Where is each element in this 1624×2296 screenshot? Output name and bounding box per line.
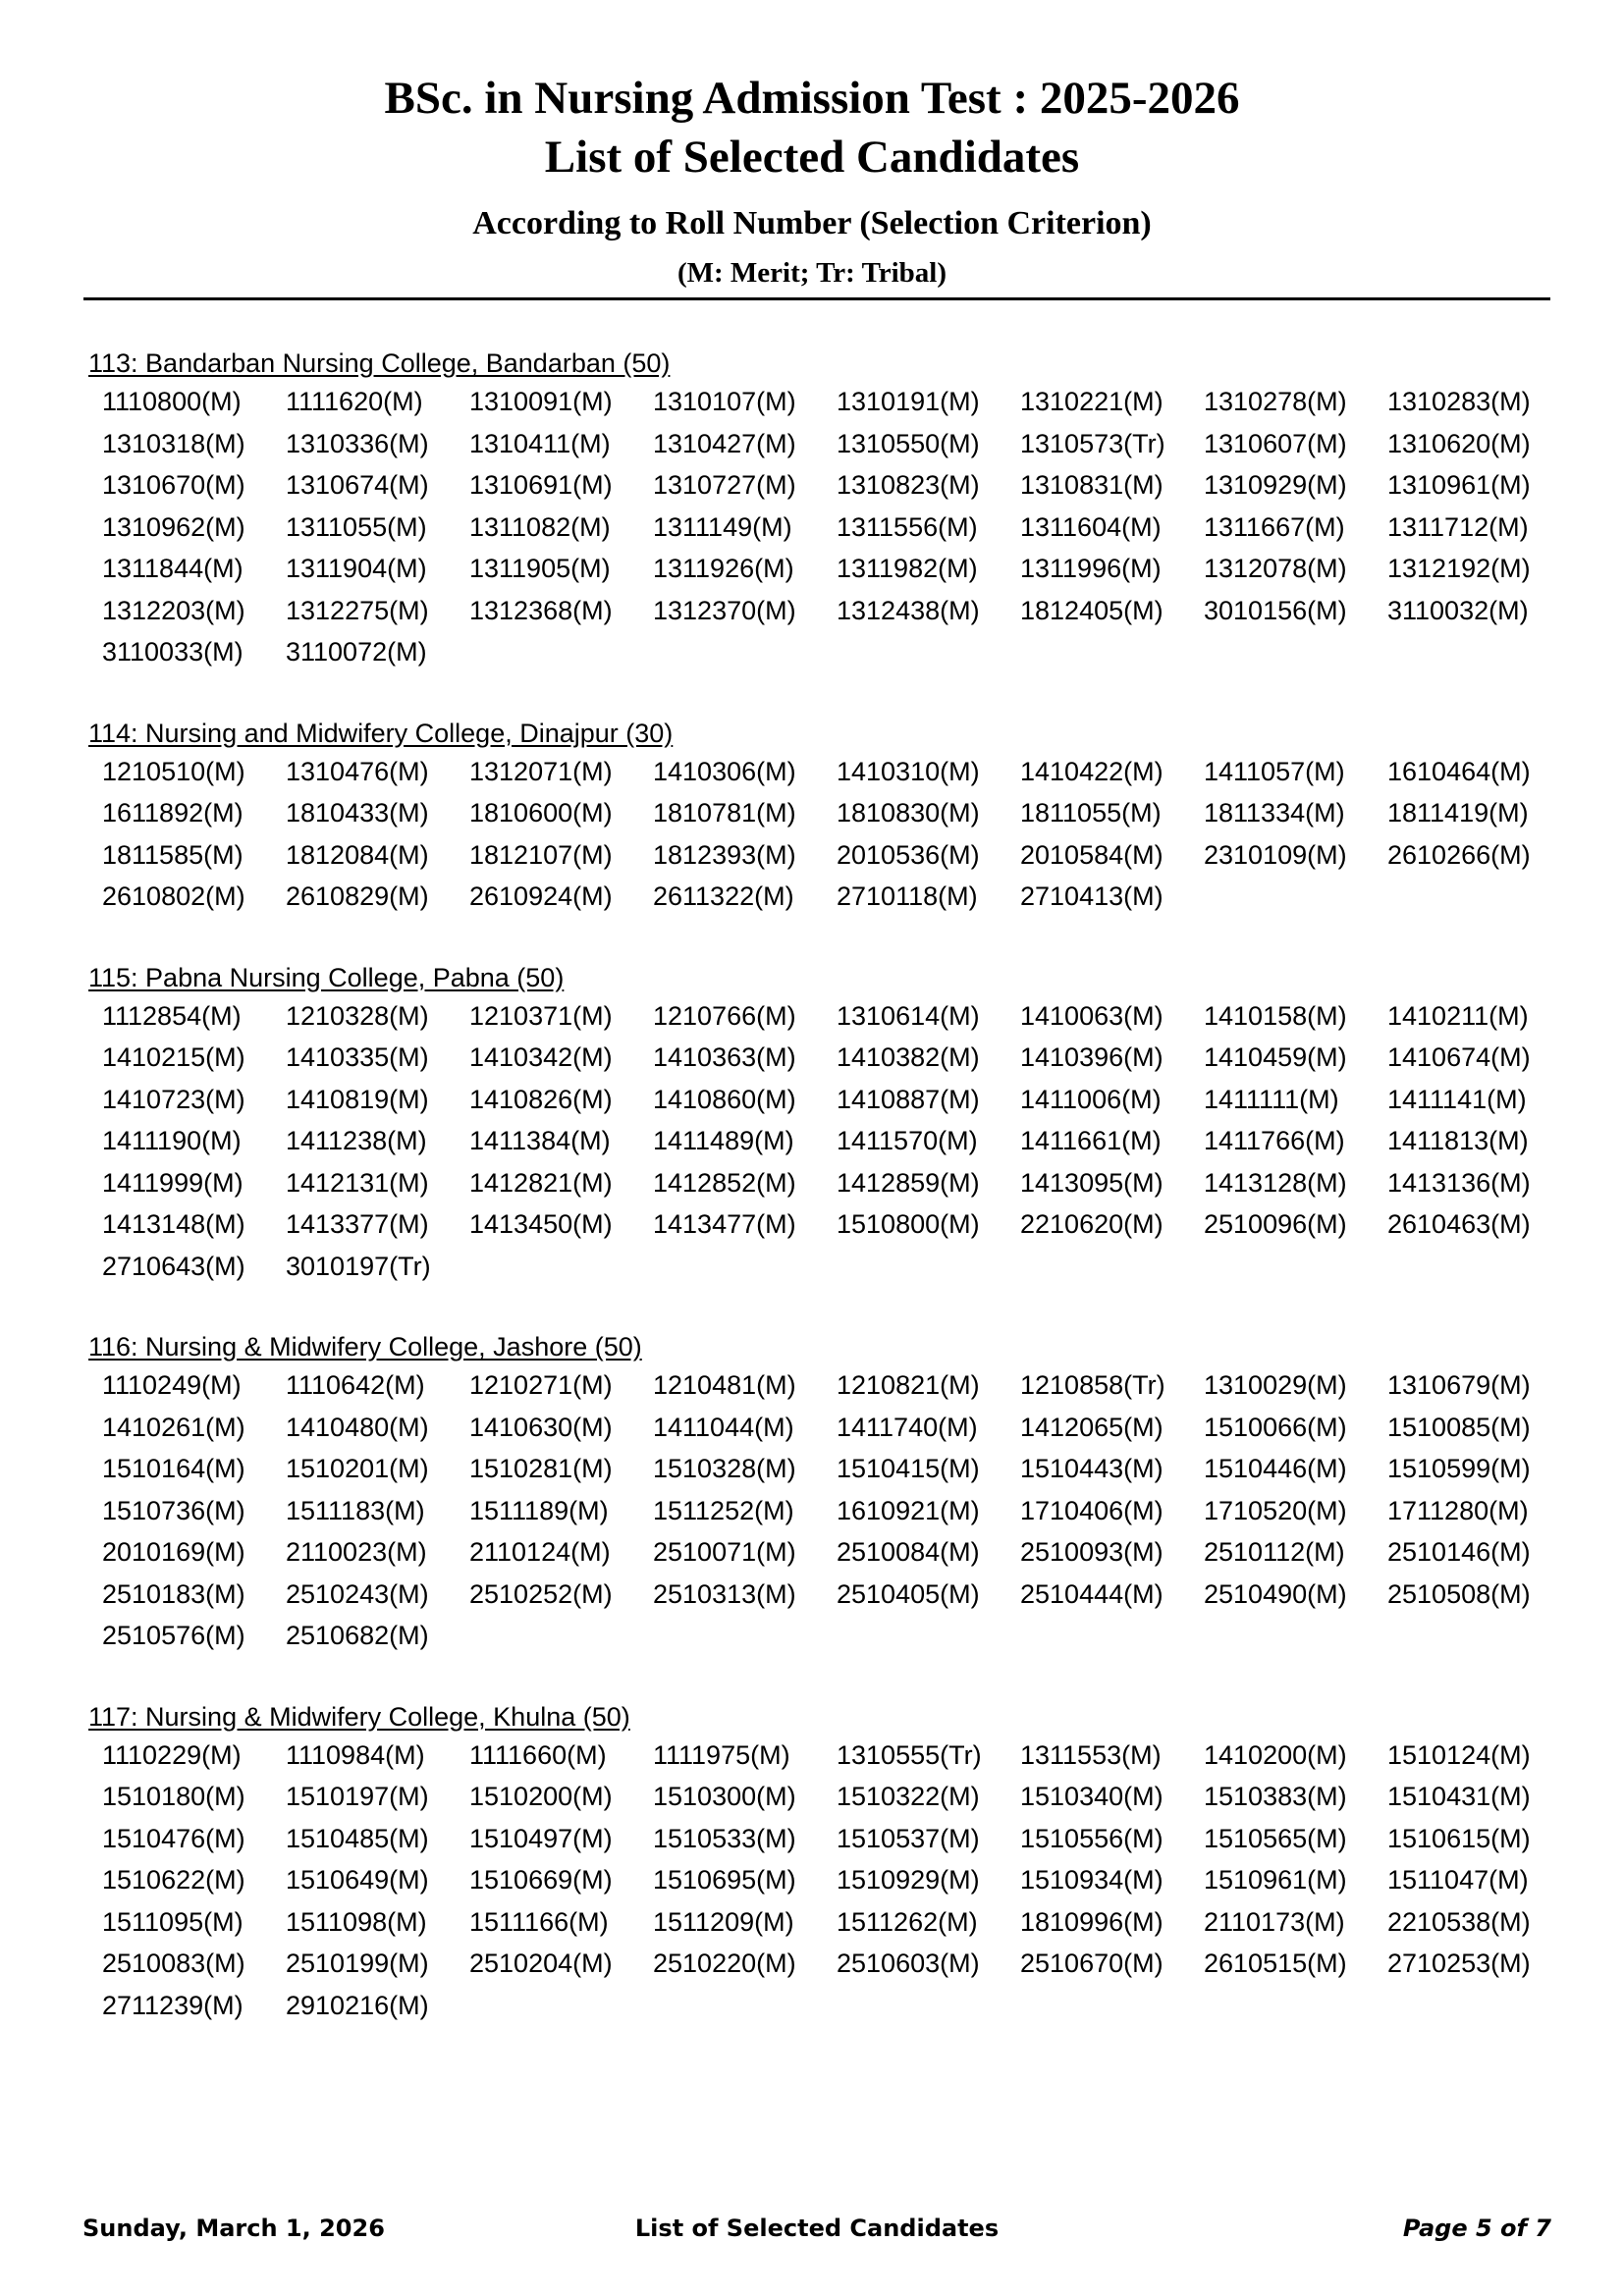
- roll-number: 1310550(M): [837, 428, 980, 458]
- roll-number: 1310191(M): [837, 387, 980, 416]
- roll-number: 1510431(M): [1387, 1782, 1531, 1811]
- roll-number: 1411766(M): [1204, 1126, 1345, 1155]
- roll-number: 1510066(M): [1204, 1412, 1347, 1442]
- roll-number: 1811055(M): [1020, 798, 1162, 828]
- roll-number: 2610515(M): [1204, 1949, 1347, 1978]
- document-title: BSc. in Nursing Admission Test : 2025-2026: [384, 73, 1240, 124]
- page-number: Page 5 of 7: [1402, 2215, 1551, 2242]
- roll-number: 1310221(M): [1020, 387, 1164, 416]
- roll-number: 1511095(M): [102, 1906, 244, 1937]
- roll-number: 1111660(M): [469, 1739, 607, 1770]
- roll-number: 1412859(M): [837, 1167, 980, 1198]
- roll-number: 1410630(M): [469, 1412, 613, 1442]
- roll-number: 2510444(M): [1020, 1578, 1164, 1609]
- roll-number: 2210620(M): [1020, 1209, 1164, 1239]
- roll-number: 1510415(M): [837, 1454, 980, 1483]
- roll-number: 1510383(M): [1204, 1782, 1347, 1811]
- roll-number: 1310411(M): [469, 428, 611, 458]
- roll-number: 2710118(M): [837, 881, 978, 911]
- roll-number: 1510300(M): [653, 1782, 796, 1811]
- roll-number: 1311712(M): [1387, 511, 1529, 542]
- roll-number: 1110984(M): [286, 1739, 425, 1770]
- roll-number: 1210858(Tr): [1020, 1370, 1165, 1400]
- roll-number: 1410063(M): [1020, 1000, 1164, 1031]
- roll-number: 1411570(M): [837, 1126, 978, 1155]
- roll-number: 1410396(M): [1020, 1042, 1164, 1072]
- roll-number: 2710643(M): [102, 1251, 245, 1281]
- roll-number: 2611322(M): [653, 881, 794, 911]
- roll-number: 2010169(M): [102, 1537, 245, 1567]
- roll-number: 1411057(M): [1204, 756, 1345, 786]
- college-section: [88, 716, 1545, 918]
- roll-number: 1510201(M): [286, 1454, 429, 1483]
- roll-number: 1511209(M): [653, 1906, 794, 1937]
- roll-number: 1410422(M): [1020, 756, 1164, 786]
- roll-number: 1413128(M): [1204, 1167, 1347, 1198]
- roll-number: 1312368(M): [469, 595, 613, 625]
- roll-number: 1812393(M): [653, 839, 796, 870]
- roll-number: 1711280(M): [1387, 1495, 1529, 1525]
- roll-number: 1413450(M): [469, 1209, 613, 1239]
- roll-number: 1811334(M): [1204, 798, 1345, 828]
- roll-grid: [102, 381, 1545, 673]
- roll-number: 2510490(M): [1204, 1578, 1347, 1609]
- roll-number: 1111975(M): [653, 1739, 790, 1770]
- roll-number: 1412065(M): [1020, 1412, 1164, 1442]
- roll-number: 1411141(M): [1387, 1084, 1527, 1114]
- roll-number: 1810781(M): [653, 798, 796, 828]
- roll-number: 1510322(M): [837, 1782, 980, 1811]
- roll-number: 1410335(M): [286, 1042, 429, 1072]
- roll-number: 1812107(M): [469, 839, 613, 870]
- roll-number: 1110642(M): [286, 1370, 425, 1400]
- roll-number: 1410887(M): [837, 1084, 980, 1114]
- roll-number: 2610266(M): [1387, 839, 1531, 870]
- roll-number: 1411999(M): [102, 1167, 244, 1198]
- roll-number: 1510736(M): [102, 1495, 245, 1525]
- roll-number: 1310607(M): [1204, 428, 1347, 458]
- roll-number: 1210766(M): [653, 1000, 796, 1031]
- roll-number: 1510695(M): [653, 1865, 796, 1895]
- roll-number: 1413377(M): [286, 1209, 429, 1239]
- roll-number: 1511262(M): [837, 1906, 978, 1937]
- roll-number: 2510093(M): [1020, 1537, 1164, 1567]
- roll-number: 1810830(M): [837, 798, 980, 828]
- roll-number: 1410382(M): [837, 1042, 980, 1072]
- roll-number: 1411044(M): [653, 1412, 794, 1442]
- roll-number: 1810600(M): [469, 798, 613, 828]
- roll-number: 3010197(Tr): [286, 1251, 431, 1281]
- roll-number: 1510164(M): [102, 1454, 245, 1483]
- roll-number: 1511047(M): [1387, 1865, 1529, 1895]
- roll-number: 1410363(M): [653, 1042, 796, 1072]
- roll-number: 1312203(M): [102, 595, 245, 625]
- roll-number: 1310823(M): [837, 470, 980, 500]
- roll-number: 1310278(M): [1204, 387, 1347, 416]
- roll-number: 1410200(M): [1204, 1739, 1347, 1770]
- roll-number: 2510084(M): [837, 1537, 980, 1567]
- roll-number: 1410306(M): [653, 756, 796, 786]
- roll-number: 1411111(M): [1204, 1084, 1339, 1114]
- roll-number: 1411190(M): [102, 1126, 242, 1155]
- roll-number: 2510576(M): [102, 1621, 245, 1650]
- roll-number: 1412131(M): [286, 1167, 429, 1198]
- roll-number: 1410826(M): [469, 1084, 613, 1114]
- roll-number: 2510199(M): [286, 1949, 429, 1978]
- roll-number: 1413148(M): [102, 1209, 245, 1239]
- selection-criterion: According to Roll Number (Selection Criterion): [472, 205, 1152, 241]
- roll-number: 1310091(M): [469, 387, 613, 416]
- roll-number: 1411006(M): [1020, 1084, 1162, 1114]
- roll-number: 1310318(M): [102, 428, 245, 458]
- roll-number: 1310929(M): [1204, 470, 1347, 500]
- roll-number: 2610463(M): [1387, 1209, 1531, 1239]
- roll-number: 1810996(M): [1020, 1906, 1164, 1937]
- college-section: [88, 1699, 1545, 2027]
- roll-number: 1511189(M): [469, 1495, 609, 1525]
- roll-number: 2510112(M): [1204, 1537, 1345, 1567]
- footer-date: Sunday, March 1, 2026: [82, 2215, 385, 2242]
- roll-number: 1410860(M): [653, 1084, 796, 1114]
- roll-number: 2510146(M): [1387, 1537, 1531, 1567]
- roll-number: 1511252(M): [653, 1495, 794, 1525]
- roll-number: 1311055(M): [286, 511, 427, 542]
- roll-number: 1311905(M): [469, 554, 611, 583]
- roll-number: 1511166(M): [469, 1906, 609, 1937]
- roll-number: 1411489(M): [653, 1126, 794, 1155]
- roll-number: 1811585(M): [102, 839, 244, 870]
- roll-number: 1410480(M): [286, 1412, 429, 1442]
- roll-number: 1111620(M): [286, 387, 423, 416]
- roll-number: 1510929(M): [837, 1865, 980, 1895]
- roll-number: 1312192(M): [1387, 554, 1531, 583]
- roll-number: 2710253(M): [1387, 1949, 1531, 1978]
- roll-number: 1310962(M): [102, 511, 245, 542]
- roll-number: 1311149(M): [653, 511, 792, 542]
- roll-number: 1810433(M): [286, 798, 429, 828]
- roll-number: 3110072(M): [286, 637, 427, 667]
- college-title: 113: Bandarban Nursing College, Bandarban (50): [88, 348, 671, 378]
- roll-number: 1310670(M): [102, 470, 245, 500]
- roll-grid: [102, 995, 1545, 1288]
- roll-number: 1411661(M): [1020, 1126, 1162, 1155]
- roll-number: 1311556(M): [837, 511, 978, 542]
- roll-number: 1310427(M): [653, 428, 796, 458]
- roll-number: 2510183(M): [102, 1578, 245, 1609]
- roll-number: 1311904(M): [286, 554, 427, 583]
- roll-number: 1312275(M): [286, 595, 429, 625]
- roll-number: 1210328(M): [286, 1000, 429, 1031]
- college-section: [88, 960, 1545, 1288]
- roll-number: 1610464(M): [1387, 756, 1531, 786]
- roll-number: 2510405(M): [837, 1578, 980, 1609]
- roll-number: 1610921(M): [837, 1495, 980, 1525]
- roll-number: 2210538(M): [1387, 1906, 1531, 1937]
- roll-number: 1510200(M): [469, 1782, 613, 1811]
- roll-number: 3110032(M): [1387, 595, 1529, 625]
- roll-number: 1510328(M): [653, 1454, 796, 1483]
- roll-number: 1413477(M): [653, 1209, 796, 1239]
- roll-number: 2110124(M): [469, 1537, 611, 1567]
- college-title: 114: Nursing and Midwifery College, Dinajpur (30): [88, 718, 674, 748]
- roll-number: 1510615(M): [1387, 1823, 1531, 1853]
- roll-number: 2510682(M): [286, 1621, 429, 1650]
- roll-number: 1510281(M): [469, 1454, 613, 1483]
- roll-number: 1312370(M): [653, 595, 796, 625]
- roll-number: 1310336(M): [286, 428, 429, 458]
- roll-number: 1310476(M): [286, 756, 429, 786]
- roll-number: 1210271(M): [469, 1370, 613, 1400]
- roll-grid: [102, 1735, 1545, 2027]
- roll-number: 1311844(M): [102, 554, 244, 583]
- roll-number: 1410459(M): [1204, 1042, 1347, 1072]
- roll-number: 1510085(M): [1387, 1412, 1531, 1442]
- roll-number: 1510197(M): [286, 1782, 429, 1811]
- roll-number: 1710406(M): [1020, 1495, 1164, 1525]
- roll-grid: [102, 751, 1545, 918]
- roll-number: 1413095(M): [1020, 1167, 1164, 1198]
- college-title: 115: Pabna Nursing College, Pabna (50): [88, 962, 565, 992]
- roll-number: 1410211(M): [1387, 1000, 1529, 1031]
- roll-number: 1110800(M): [102, 387, 242, 416]
- roll-number: 1510124(M): [1387, 1739, 1531, 1770]
- roll-number: 2711239(M): [102, 1990, 244, 2020]
- roll-number: 1310614(M): [837, 1000, 980, 1031]
- roll-number: 1510649(M): [286, 1865, 429, 1895]
- roll-number: 1510800(M): [837, 1209, 980, 1239]
- roll-number: 1210821(M): [837, 1370, 980, 1400]
- roll-number: 1311926(M): [653, 554, 794, 583]
- roll-number: 1311553(M): [1020, 1739, 1162, 1770]
- roll-number: 2510603(M): [837, 1949, 980, 1978]
- roll-number: 2510243(M): [286, 1578, 429, 1609]
- roll-number: 2310109(M): [1204, 839, 1347, 870]
- roll-number: 1311667(M): [1204, 511, 1345, 542]
- roll-number: 2610829(M): [286, 881, 429, 911]
- college-section: [88, 346, 1545, 673]
- roll-number: 1611892(M): [102, 798, 244, 828]
- roll-number: 1510533(M): [653, 1823, 796, 1853]
- roll-number: 2110173(M): [1204, 1906, 1345, 1937]
- document-header: [0, 69, 1624, 291]
- roll-number: 1410215(M): [102, 1042, 245, 1072]
- roll-number: 3110033(M): [102, 637, 244, 667]
- roll-number: 1411384(M): [469, 1126, 611, 1155]
- roll-number: 1310691(M): [469, 470, 613, 500]
- roll-number: 2010536(M): [837, 839, 980, 870]
- roll-number: 2510083(M): [102, 1949, 245, 1978]
- roll-number: 1510180(M): [102, 1782, 245, 1811]
- roll-number: 1511183(M): [286, 1495, 425, 1525]
- roll-number: 1510622(M): [102, 1865, 245, 1895]
- roll-number: 1510476(M): [102, 1823, 245, 1853]
- roll-number: 1510443(M): [1020, 1454, 1164, 1483]
- footer-title: List of Selected Candidates: [634, 2215, 1000, 2242]
- roll-number: 1310555(Tr): [837, 1739, 982, 1770]
- roll-number: 1510485(M): [286, 1823, 429, 1853]
- roll-number: 2110023(M): [286, 1537, 427, 1567]
- roll-number: 2610802(M): [102, 881, 245, 911]
- roll-number: 2510313(M): [653, 1578, 796, 1609]
- header-divider: [83, 297, 1550, 300]
- roll-number: 1510556(M): [1020, 1823, 1164, 1853]
- roll-number: 1811419(M): [1387, 798, 1529, 828]
- roll-number: 1710520(M): [1204, 1495, 1347, 1525]
- roll-number: 1310831(M): [1020, 470, 1164, 500]
- roll-number: 1310727(M): [653, 470, 796, 500]
- roll-number: 1110249(M): [102, 1370, 242, 1400]
- roll-number: 1511098(M): [286, 1906, 427, 1937]
- roll-number: 2610924(M): [469, 881, 613, 911]
- roll-number: 1310573(Tr): [1020, 428, 1165, 458]
- roll-number: 1411813(M): [1387, 1126, 1529, 1155]
- roll-number: 2510670(M): [1020, 1949, 1164, 1978]
- roll-number: 1510669(M): [469, 1865, 613, 1895]
- roll-number: 1310620(M): [1387, 428, 1531, 458]
- roll-number: 1310961(M): [1387, 470, 1531, 500]
- roll-number: 1210510(M): [102, 756, 245, 786]
- roll-number: 1510599(M): [1387, 1454, 1531, 1483]
- roll-number: 1510565(M): [1204, 1823, 1347, 1853]
- roll-number: 1310283(M): [1387, 387, 1531, 416]
- roll-number: 1312078(M): [1204, 554, 1347, 583]
- roll-number: 1312071(M): [469, 756, 613, 786]
- roll-number: 1510340(M): [1020, 1782, 1164, 1811]
- roll-number: 2510204(M): [469, 1949, 613, 1978]
- roll-grid: [102, 1364, 1545, 1657]
- roll-number: 1210371(M): [469, 1000, 613, 1031]
- roll-number: 1410723(M): [102, 1084, 245, 1114]
- college-title: 116: Nursing & Midwifery College, Jashore (50): [88, 1332, 642, 1362]
- roll-number: 1310674(M): [286, 470, 429, 500]
- roll-number: 2510508(M): [1387, 1578, 1531, 1609]
- roll-number: 1310107(M): [653, 387, 796, 416]
- college-section: [88, 1329, 1545, 1657]
- roll-number: 1812405(M): [1020, 595, 1164, 625]
- roll-number: 1310029(M): [1204, 1370, 1347, 1400]
- document-subtitle: List of Selected Candidates: [544, 132, 1080, 183]
- roll-number: 1510537(M): [837, 1823, 980, 1853]
- roll-number: 1410261(M): [102, 1412, 245, 1442]
- legend-text: (M: Merit; Tr: Tribal): [677, 257, 947, 289]
- roll-number: 1510934(M): [1020, 1865, 1164, 1895]
- roll-number: 1411238(M): [286, 1126, 427, 1155]
- roll-number: 1412852(M): [653, 1167, 796, 1198]
- roll-number: 2910216(M): [286, 1990, 429, 2020]
- roll-number: 2710413(M): [1020, 881, 1164, 911]
- roll-number: 1311082(M): [469, 511, 611, 542]
- roll-number: 1310679(M): [1387, 1370, 1531, 1400]
- roll-number: 1311982(M): [837, 554, 978, 583]
- roll-number: 1110229(M): [102, 1739, 242, 1770]
- roll-number: 1210481(M): [653, 1370, 796, 1400]
- roll-number: 1410310(M): [837, 756, 980, 786]
- roll-number: 2510071(M): [653, 1537, 796, 1567]
- roll-number: 1510497(M): [469, 1823, 613, 1853]
- roll-number: 1510961(M): [1204, 1865, 1347, 1895]
- roll-number: 1510446(M): [1204, 1454, 1347, 1483]
- roll-number: 3010156(M): [1204, 595, 1347, 625]
- roll-number: 1410158(M): [1204, 1000, 1347, 1031]
- roll-number: 2510220(M): [653, 1949, 796, 1978]
- roll-number: 1812084(M): [286, 839, 429, 870]
- roll-number: 2510096(M): [1204, 1209, 1347, 1239]
- roll-number: 2010584(M): [1020, 839, 1164, 870]
- roll-number: 2510252(M): [469, 1578, 613, 1609]
- page-footer: [82, 2215, 1551, 2254]
- roll-number: 1410342(M): [469, 1042, 613, 1072]
- roll-number: 1413136(M): [1387, 1167, 1531, 1198]
- roll-number: 1412821(M): [469, 1167, 613, 1198]
- roll-number: 1311996(M): [1020, 554, 1162, 583]
- roll-number: 1311604(M): [1020, 511, 1162, 542]
- college-title: 117: Nursing & Midwifery College, Khulna (50): [88, 1701, 630, 1732]
- roll-number: 1410674(M): [1387, 1042, 1531, 1072]
- roll-number: 1410819(M): [286, 1084, 429, 1114]
- college-sections: [88, 346, 1545, 2068]
- roll-number: 1312438(M): [837, 595, 980, 625]
- roll-number: 1411740(M): [837, 1412, 978, 1442]
- roll-number: 1112854(M): [102, 1000, 242, 1031]
